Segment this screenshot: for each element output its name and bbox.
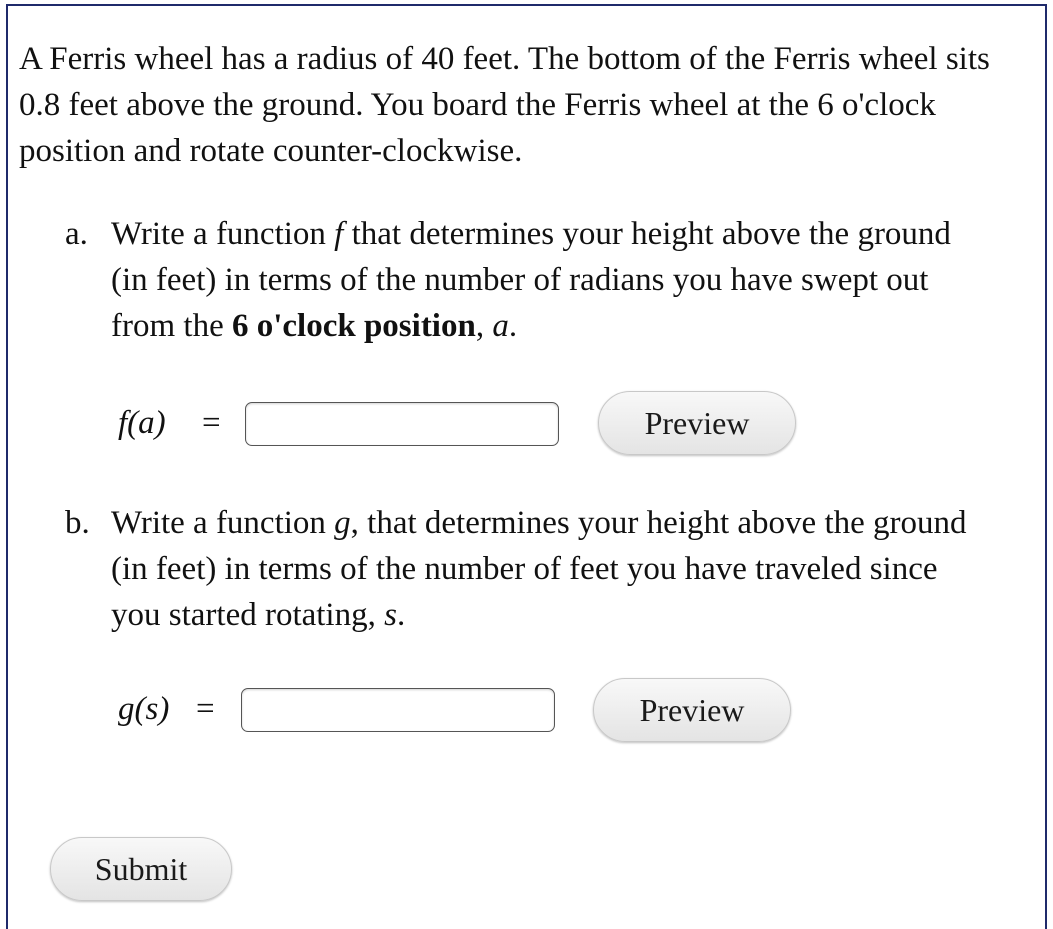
part-b-text-3: . [396,597,406,633]
part-a-variable: a [492,308,509,344]
part-a [65,211,1015,351]
problem-panel [6,4,1047,929]
part-a-equals: = [202,405,221,441]
part-a-text-1: Write a function [111,216,335,252]
submit-button[interactable]: Submit [50,837,232,901]
part-b-answer-input[interactable] [241,688,555,732]
part-b-text-2: , that determines your height above the ground (in feet) in terms of the number of feet you have traveled since you started rotating, [111,505,967,633]
part-b-variable: s [384,597,397,633]
part-a-label: a. [65,216,88,252]
part-a-function-name: f [334,216,344,252]
part-b-equals: = [196,691,215,727]
part-a-bold-phrase: 6 o'clock position [231,308,476,344]
part-b-question [111,500,991,638]
part-b-text-1: Write a function [111,505,335,541]
part-b-label: b. [65,505,90,541]
part-a-question [111,211,991,349]
part-a-text-4: . [508,308,518,344]
part-b-lhs: g(s) [118,691,170,727]
part-a-answer-input[interactable] [245,402,559,446]
part-b [65,500,1015,640]
part-a-text-3: , [475,308,493,344]
part-a-lhs: f(a) [118,405,166,441]
part-b-function-name: g [334,505,351,541]
problem-intro: A Ferris wheel has a radius of 40 feet. The bottom of the Ferris wheel sits 0.8 feet above the ground. You board the Ferris wheel at the 6 o'clock position and rotate counter-clockwise. [19,41,990,169]
part-a-preview-button[interactable]: Preview [598,391,796,455]
part-a-text-2: that determines your height above the ground (in feet) in terms of the number of radians you have swept out from the [111,216,951,344]
part-b-preview-button[interactable]: Preview [593,678,791,742]
